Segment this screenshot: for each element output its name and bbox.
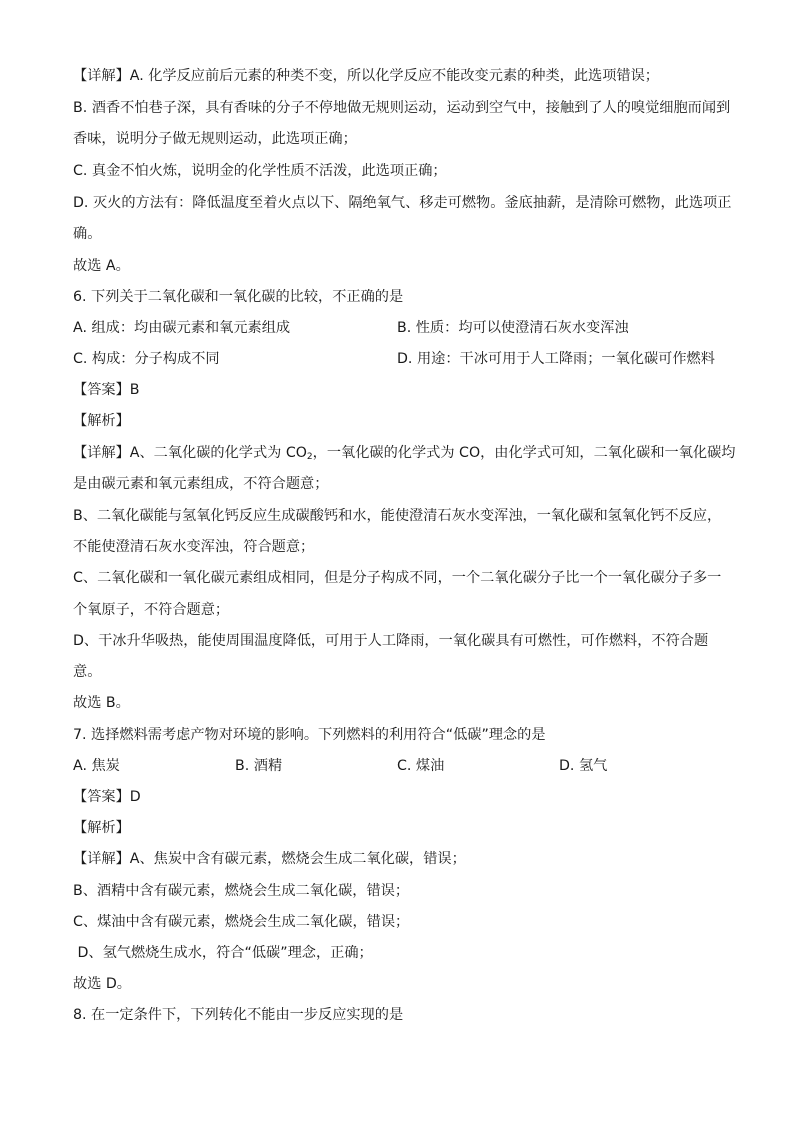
q8-stem: 8. 在一定条件下，下列转化不能由一步反应实现的是 <box>73 1007 404 1023</box>
q5-detail-d-line2: 确。 <box>73 226 102 242</box>
q6-option-d: D. 用途：干冰可用于人工降雨；一氧化碳可作燃料 <box>397 351 715 367</box>
q5-detail-a: 【详解】A. 化学反应前后元素的种类不变，所以化学反应不能改变元素的种类，此选项错误； <box>73 68 659 84</box>
q6-detail-d-line1: D、干冰升华吸热，能使周围温度降低，可用于人工降雨，一氧化碳具有可燃性，可作燃料，不符合题 <box>73 633 709 649</box>
q7-option-d: D. 氢气 <box>559 758 608 774</box>
q6-detail-c-line2: 个氧原子，不符合题意； <box>73 602 230 618</box>
q7-conclusion: 故选 D。 <box>73 976 131 992</box>
q5-conclusion: 故选 A。 <box>73 258 130 274</box>
q7-stem: 7. 选择燃料需考虑产物对环境的影响。下列燃料的利用符合“低碳”理念的是 <box>73 727 546 743</box>
q6-option-c: C. 构成：分子构成不同 <box>73 351 220 367</box>
q6-detail-d-line2: 意。 <box>73 664 102 680</box>
q7-option-a: A. 焦炭 <box>73 758 120 774</box>
q5-detail-b-line2: 香味，说明分子做无规则运动，此选项正确； <box>73 131 357 147</box>
q5-detail-b-line1: B. 酒香不怕巷子深，具有香味的分子不停地做无规则运动，运动到空气中，接触到了人的嗅觉细胞而闻到 <box>73 100 731 116</box>
q6-answer: 【答案】B <box>73 382 140 398</box>
q6-option-a: A. 组成：均由碳元素和氧元素组成 <box>73 320 291 336</box>
q6-detail-a-line1: 【详解】A、二氧化碳的化学式为 $CO_2$，一氧化碳的化学式为 CO，由化学式可知，二氧化碳和一氧化碳均 <box>73 445 736 462</box>
q6-detail-c-line1: C、二氧化碳和一氧化碳元素组成相同，但是分子构成不同，一个二氧化碳分子比一个一氧化碳分子多一 <box>73 570 722 586</box>
q7-detail-b: B、酒精中含有碳元素，燃烧会生成二氧化碳，错误； <box>73 883 410 899</box>
q6-detail-b-line1: B、二氧化碳能与氢氧化钙反应生成碳酸钙和水，能使澄清石灰水变浑浊，一氧化碳和氢氧化钙不反应， <box>73 508 722 524</box>
q6-stem: 6. 下列关于二氧化碳和一氧化碳的比较，不正确的是 <box>73 289 404 305</box>
q6-detail-b-line2: 不能使澄清石灰水变浑浊，符合题意； <box>73 539 315 555</box>
q7-detail-c: C、煤油中含有碳元素，燃烧会生成二氧化碳，错误； <box>73 914 410 930</box>
q7-option-c: C. 煤油 <box>397 758 445 774</box>
q5-detail-c: C. 真金不怕火炼，说明金的化学性质不活泼，此选项正确； <box>73 163 447 179</box>
q7-option-b: B. 酒精 <box>235 758 283 774</box>
q6-detail-a-line2: 是由碳元素和氧元素组成，不符合题意； <box>73 476 329 492</box>
q6-analysis-label: 【解析】 <box>73 413 130 429</box>
q7-detail-a: 【详解】A、焦炭中含有碳元素，燃烧会生成二氧化碳，错误； <box>73 851 466 867</box>
q7-detail-d: D、氢气燃烧生成水，符合“低碳”理念，正确； <box>73 945 373 961</box>
q7-analysis-label: 【解析】 <box>73 820 130 836</box>
q6-conclusion: 故选 B。 <box>73 695 130 711</box>
q7-answer: 【答案】D <box>73 789 141 805</box>
q6-option-b: B. 性质：均可以使澄清石灰水变浑浊 <box>397 320 629 336</box>
q5-detail-d-line1: D. 灭火的方法有：降低温度至着火点以下、隔绝氧气、移走可燃物。釜底抽薪，是清除可燃物，此选项正 <box>73 195 732 211</box>
